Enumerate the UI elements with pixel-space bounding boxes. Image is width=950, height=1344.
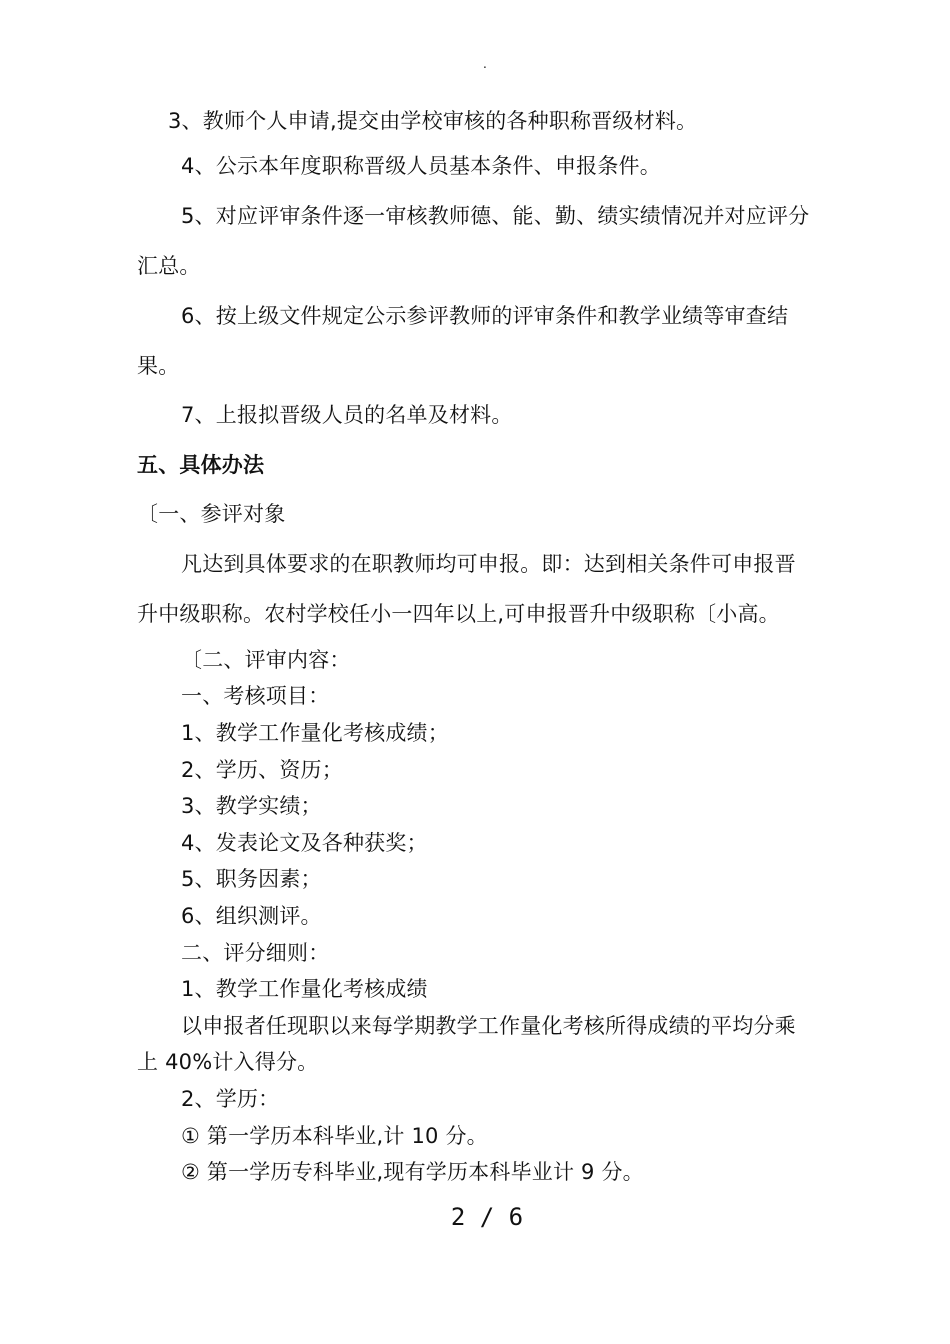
- assessment-item: 3、教学实绩；: [181, 794, 322, 818]
- scoring-rules-heading: 二、评分细则：: [181, 941, 330, 965]
- assessment-item: 6、组织测评。: [181, 904, 322, 928]
- scoring-rule-1-title: 1、教学工作量化考核成绩: [181, 977, 428, 1001]
- header-dot: .: [483, 57, 487, 71]
- assessment-item: 4、发表论文及各种获奖；: [181, 831, 428, 855]
- participants-text-line1: 凡达到具体要求的在职教师均可申报。即：达到相关条件可申报晋: [181, 552, 796, 576]
- assessment-item: 1、教学工作量化考核成绩；: [181, 721, 449, 745]
- assessment-item: 2、学历、资历；: [181, 758, 343, 782]
- scoring-rule-2-item-1: ① 第一学历本科毕业,计 10 分。: [181, 1124, 488, 1148]
- assessment-item: 5、职务因素；: [181, 867, 322, 891]
- paragraph-step-5-line1: 5、对应评审条件逐一审核教师德、能、勤、绩实绩情况并对应评分: [181, 204, 810, 228]
- paragraph-step-3: 3、教师个人申请,提交由学校审核的各种职称晋级材料。: [168, 109, 698, 133]
- subsection-participants: 〔一、参评对象: [137, 502, 286, 526]
- assessment-items-heading: 一、考核项目：: [181, 684, 330, 708]
- subsection-review-content: 〔二、评审内容：: [181, 648, 351, 672]
- page-number: 2 / 6: [450, 1203, 524, 1231]
- section-heading-5: 五、具体办法: [137, 453, 265, 477]
- paragraph-step-6-line2: 果。: [137, 354, 180, 378]
- participants-text-line2: 升中级职称。农村学校任小一四年以上,可申报晋升中级职称〔小高。: [137, 602, 780, 626]
- paragraph-step-7: 7、上报拟晋级人员的名单及材料。: [181, 403, 513, 427]
- paragraph-step-6-line1: 6、按上级文件规定公示参评教师的评审条件和教学业绩等审查结: [181, 304, 789, 328]
- scoring-rule-2-item-2: ② 第一学历专科毕业,现有学历本科毕业计 9 分。: [181, 1160, 644, 1184]
- scoring-rule-1-text-line1: 以申报者任现职以来每学期教学工作量化考核所得成绩的平均分乘: [181, 1014, 796, 1038]
- scoring-rule-2-title: 2、学历：: [181, 1087, 280, 1111]
- paragraph-step-5-line2: 汇总。: [137, 254, 201, 278]
- paragraph-step-4: 4、公示本年度职称晋级人员基本条件、申报条件。: [181, 154, 661, 178]
- scoring-rule-1-text-line2: 上 40%计入得分。: [137, 1050, 319, 1074]
